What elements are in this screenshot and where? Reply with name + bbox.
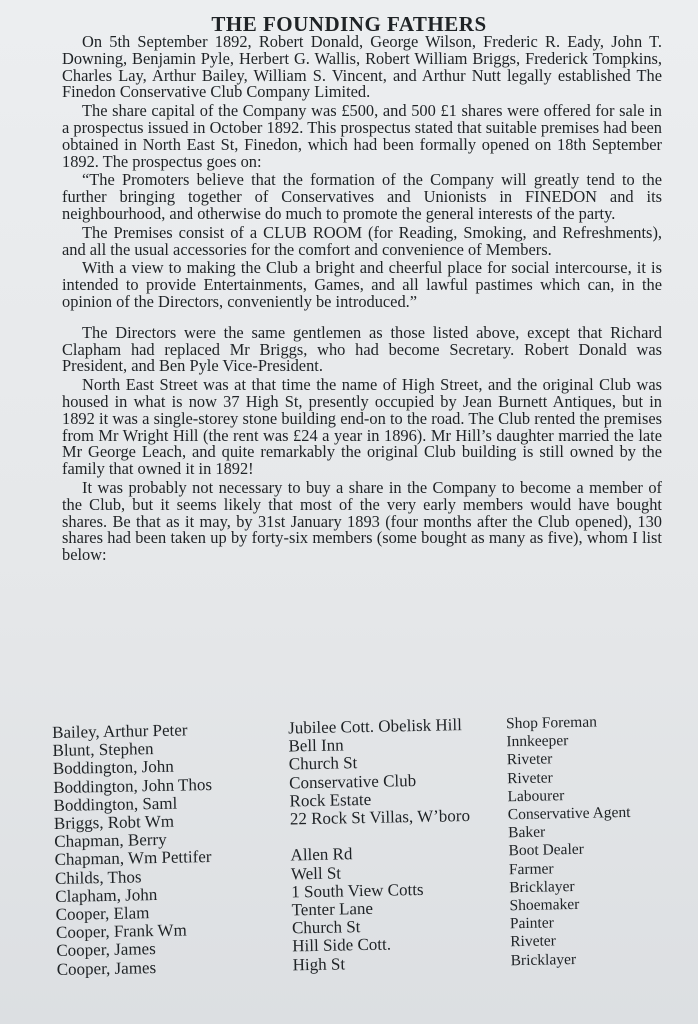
member-name: Chapman, Berry [54, 830, 167, 852]
member-occupation: Riveter [506, 750, 553, 769]
member-occupation: Labourer [507, 786, 565, 806]
member-name: Briggs, Robt Wm [53, 811, 175, 833]
member-address: Jubilee Cott. Obelisk Hill [287, 715, 463, 738]
paragraph: The Directors were the same gentlemen as those listed above, except that Richard Clapham had replaced Mr Briggs, who had become Secretary. Robert Donald was President, and Ben Pyle Vice-President. [62, 322, 662, 376]
member-occupation: Farmer [508, 860, 554, 878]
paragraph: It was probably not necessary to buy a share in the Company to become a member of the Club, but it seems likely that most of the very early members would have bought shares. Be that as it may, by 31st January 1893 (four months after the Club opened), 130 shares had been taken up by forty-six members (some bought as many as five), whom I list below: [62, 477, 662, 565]
page-title: THE FOUNDING FATHERS [211, 12, 487, 36]
member-occupation: Baker [508, 823, 546, 842]
member-name: Boddington, John Thos [53, 774, 213, 797]
body-text [62, 34, 662, 566]
member-occupation: Innkeeper [506, 732, 569, 751]
paragraph: “The Promoters believe that the formation of the Company will greatly tend to the further bringing together of Conservatives and Unionists in FINEDON and its neighbourhood, and otherwise do much to promote the general interests of the party. [62, 170, 662, 223]
member-address: 1 South View Cotts [291, 879, 424, 902]
member-occupation: Shoemaker [509, 895, 580, 915]
member-occupation: Boot Dealer [508, 841, 585, 860]
member-occupation: Bricklayer [509, 877, 575, 897]
member-name: Cooper, Frank Wm [55, 920, 187, 943]
member-name: Cooper, James [56, 957, 157, 979]
member-address: High St [292, 954, 346, 975]
member-occupation: Riveter [510, 932, 557, 951]
member-name: Boddington, John [52, 757, 174, 779]
member-name: Blunt, Stephen [52, 739, 154, 761]
paragraph: The Premises consist of a CLUB ROOM (for Reading, Smoking, and Refreshments), and all the usual accessories for the comfort and convenience of Members. [62, 222, 662, 259]
member-name: Clapham, John [55, 884, 158, 906]
member-name: Cooper, James [56, 939, 156, 961]
member-address: Well St [290, 863, 342, 884]
member-address: Bell Inn [288, 735, 344, 756]
member-address: Conservative Club [288, 770, 417, 793]
members-table [52, 712, 661, 978]
member-address: Allen Rd [290, 844, 353, 865]
member-name: Bailey, Arthur Peter [51, 720, 188, 742]
member-occupation: Painter [509, 914, 554, 933]
member-address: Church St [291, 917, 361, 938]
member-name: Childs, Thos [54, 866, 142, 888]
member-address: Rock Estate [289, 789, 372, 811]
member-occupation: Bricklayer [510, 950, 577, 969]
paragraph: On 5th September 1892, Robert Donald, George Wilson, Frederic R. Eady, John T. Downing, Benjamin Pyle, Herbert G. Wallis, Robert William Briggs, Frederick Tompkins, Charles Lay, Arthur Bailey, William S. Vincent, and Arthur Nutt legally established The Finedon Conservative Club Company Limited. [62, 32, 662, 102]
member-name: Chapman, Wm Pettifer [54, 847, 212, 870]
member-occupation: Shop Foreman [505, 713, 598, 733]
paragraph: With a view to making the Club a bright and cheerful place for social intercourse, it is intended to provide Entertainments, Games, and all lawful pastimes which can, in the opinion of the Directors, conveniently be introduced.” [62, 258, 662, 311]
member-address: Hill Side Cott. [292, 934, 392, 956]
member-occupation: Conservative Agent [507, 803, 631, 824]
member-name: Cooper, Elam [55, 903, 150, 924]
member-address: 22 Rock St Villas, W’boro [289, 806, 471, 829]
member-address: Church St [288, 753, 358, 774]
paragraph: North East Street was at that time the name of High Street, and the original Club was housed in what is now 37 High St, presently occupied by Jean Burnett Antiques, but in 1892 it was a single-storey stone building end-on to the road. The Club rented the premises from Mr Wright Hill (the rent was £24 a year in 1896). Mr Hill’s daughter married the late Mr George Leach, and quite remarkably the original Club building is still owned by the family that owned it in 1892! [62, 375, 662, 479]
paragraph: The share capital of the Company was £500, and 500 £1 shares were offered for sale in a prospectus issued in October 1892. This prospectus stated that suitable premises had been obtained in North East St, Finedon, which had been formally opened on 18th September 1892. The prospectus goes on: [62, 101, 662, 171]
member-name: Boddington, Saml [53, 793, 178, 815]
member-occupation: Riveter [506, 769, 553, 787]
member-address: Tenter Lane [291, 898, 374, 920]
